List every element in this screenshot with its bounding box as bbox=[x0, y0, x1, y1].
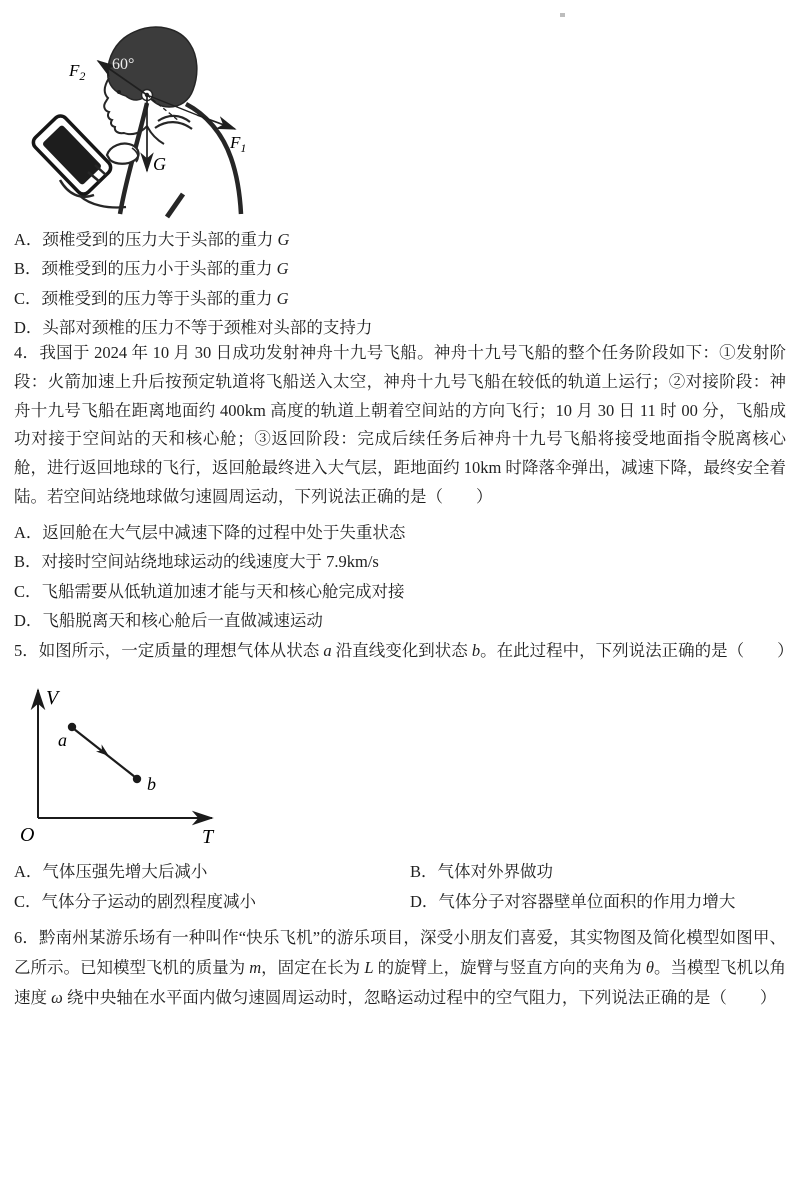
q5-option-a: A．气体压强先增大后减小 bbox=[14, 862, 208, 881]
q3-option-d: D．头部对颈椎的压力不等于颈椎对头部的支持力 bbox=[14, 317, 373, 337]
gravity-label: G bbox=[153, 154, 166, 174]
q5-option-d: D．气体分子对容器壁单位面积的作用力增大 bbox=[410, 892, 736, 911]
q3-option-b: B．颈椎受到的压力小于头部的重力 G bbox=[14, 259, 289, 279]
q4-option-b: B．对接时空间站绕地球运动的线速度大于 7.9km/s bbox=[14, 552, 379, 572]
head-phone-figure bbox=[8, 8, 260, 220]
point-a-label: a bbox=[58, 730, 67, 750]
point-b bbox=[133, 775, 141, 783]
point-b-label: b bbox=[147, 774, 156, 794]
q5-stem: 5．如图所示，一定质量的理想气体从状态 a 沿直线变化到状态 b。在此过程中，下列说法正确的是（ ） bbox=[14, 641, 794, 660]
eye-dot bbox=[117, 90, 121, 94]
q3-option-c: C．颈椎受到的压力等于头部的重力 G bbox=[14, 288, 289, 308]
q4-option-a: A．返回舱在大气层中减速下降的过程中处于失重状态 bbox=[14, 523, 406, 542]
scan-artifact-dot bbox=[560, 13, 565, 17]
q5-option-b: B．气体对外界做功 bbox=[410, 862, 554, 881]
origin-label: O bbox=[20, 824, 35, 846]
force-label-f2: $F_2$ bbox=[69, 61, 86, 83]
angle-label: 60° bbox=[112, 56, 135, 73]
pointing-hand bbox=[107, 144, 139, 164]
q3-options bbox=[14, 225, 786, 342]
q4-options bbox=[14, 518, 786, 635]
x-axis-label: T bbox=[202, 826, 214, 848]
force-label-f1: $F_1$ bbox=[230, 133, 247, 155]
q4-stem: 4．我国于 2024 年 10 月 30 日成功发射神舟十九号飞船。神舟十九号飞船的整个任务阶段如下：①发射阶段：火箭加速上升后按预定轨道将飞船送入太空，神舟十九号飞船在较低的轨道上运行；②对接阶段：神舟十九号飞船在距离地面约 400km 高度的轨道上朝着空间站的方向飞行；10 月 30 日 11 时 00 分，飞船成功对接于空间站的天和核心舱；③返回阶段：完成后续任务后神舟十九号飞船将接受地面指令脱离核心舱，进行返回地球的飞行，返回舱最终进入大气层，距地面约 10km 时降落伞弹出，减速下降，最终安全着陆。若空间站绕地球做匀速圆周运动，下列说法正确的是（ ） bbox=[14, 343, 786, 506]
q5-options-row-1 bbox=[14, 857, 794, 887]
vt-graph bbox=[16, 680, 236, 852]
arm-stroke bbox=[167, 194, 183, 217]
q4-option-c: C．飞船需要从低轨道加速才能与天和核心舱完成对接 bbox=[14, 581, 405, 601]
point-a bbox=[68, 723, 76, 731]
collar-line-2 bbox=[155, 122, 192, 129]
q4-option-d: D．飞船脱离天和核心舱后一直做减速运动 bbox=[14, 610, 323, 630]
q3-option-a: A．颈椎受到的压力大于头部的重力 G bbox=[14, 230, 290, 249]
q5-options bbox=[14, 857, 794, 917]
phone bbox=[30, 113, 113, 197]
q5-option-c: C．气体分子运动的剧烈程度减小 bbox=[14, 892, 257, 911]
q6-stem: 6．黔南州某游乐场有一种叫作“快乐飞机”的游乐项目，深受小朋友们喜爱，其实物图及简化模型如图甲、乙所示。已知模型飞机的质量为 m，固定在长为 L 的旋臂上，旋臂与竖直方向的夹角为 θ。当模型飞机以角速度 ω 绕中央轴在水平面内做匀速圆周运动时，忽略运动过程中的空气阻力，下列说法正确的是（ ） bbox=[14, 928, 787, 1007]
q5-options-row-2 bbox=[14, 887, 794, 917]
y-axis-label: V bbox=[46, 687, 59, 709]
